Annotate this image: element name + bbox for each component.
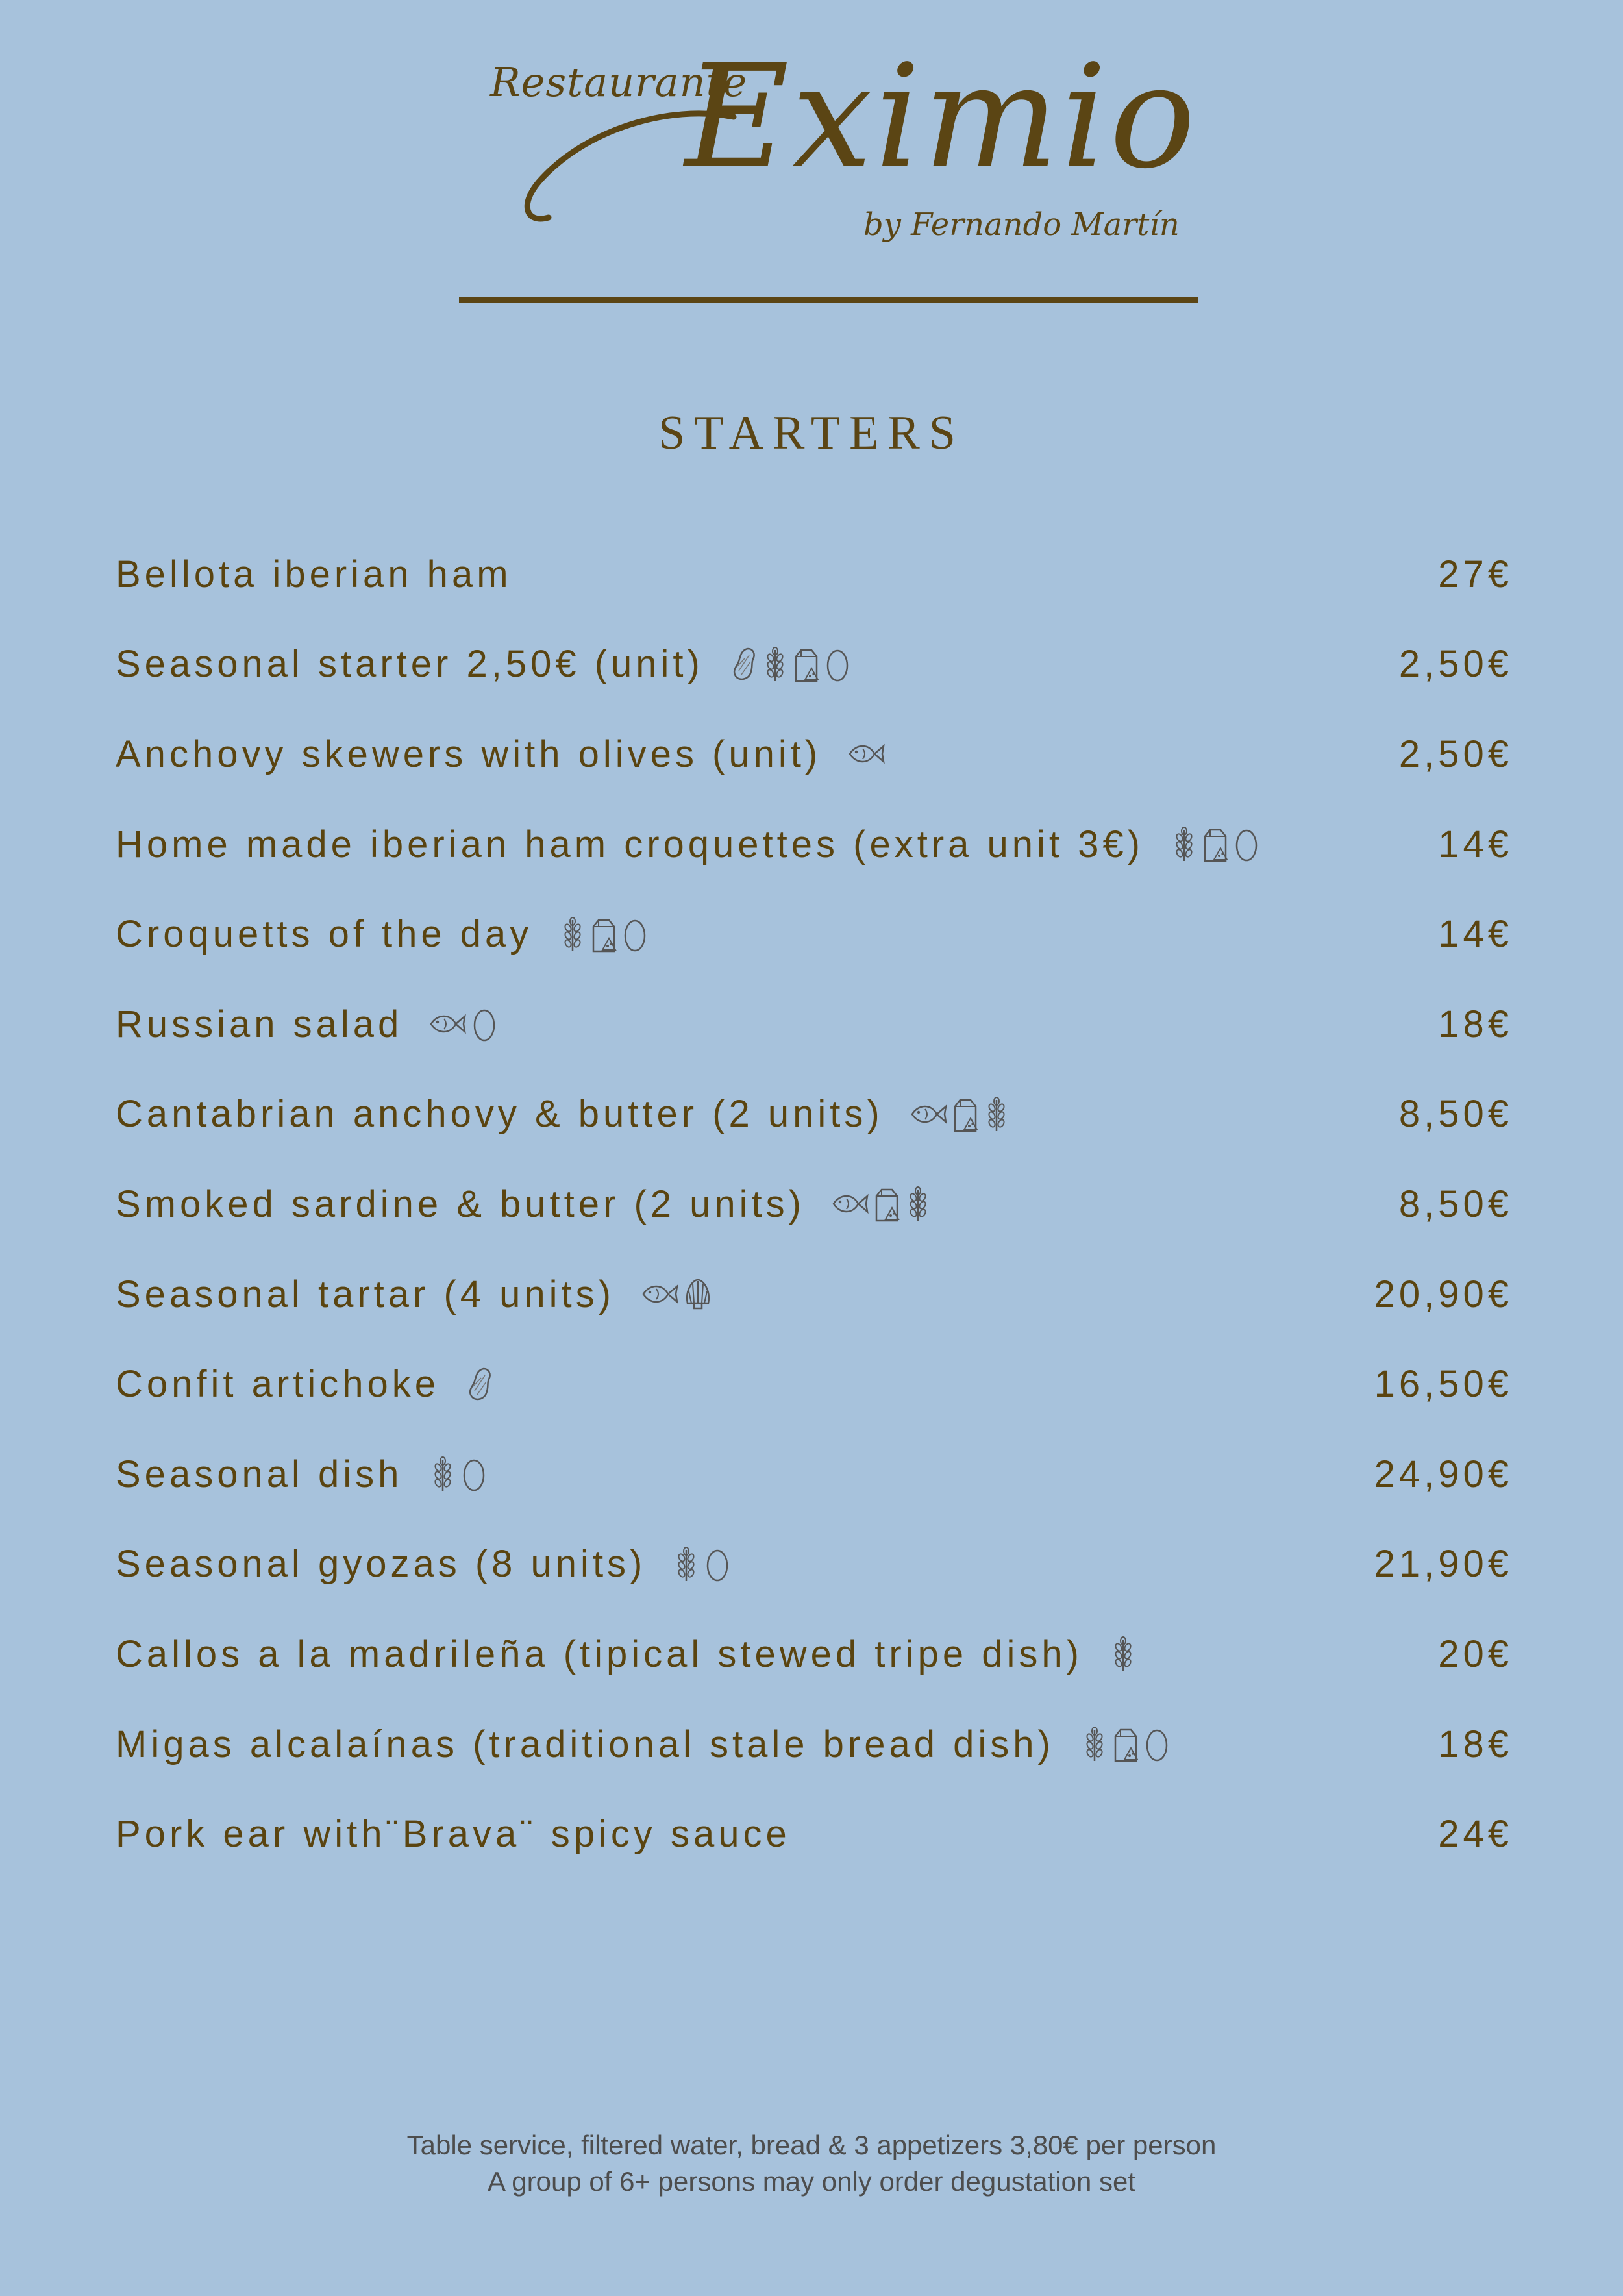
allergen-icons bbox=[1170, 825, 1261, 864]
menu-item-price: 16,50€ bbox=[1374, 1363, 1513, 1406]
menu-item bbox=[116, 529, 1513, 619]
menu-item-name: Cantabrian anchovy & butter (2 units) bbox=[116, 1093, 884, 1136]
allergen-icons bbox=[428, 1454, 488, 1493]
peanut-icon bbox=[465, 1365, 494, 1404]
allergen-icons bbox=[641, 1275, 711, 1314]
egg-icon bbox=[823, 645, 852, 684]
menu-item-price: 20€ bbox=[1438, 1632, 1513, 1675]
dairy-icon bbox=[589, 915, 618, 954]
wheat-icon bbox=[904, 1184, 932, 1223]
footer-line-1: Table service, filtered water, bread & 3 appetizers 3,80€ per person bbox=[406, 2130, 1217, 2160]
menu-item-name: Migas alcalaínas (traditional stale bread dish) bbox=[116, 1723, 1054, 1766]
menu-item-price: 24,90€ bbox=[1374, 1453, 1513, 1495]
fish-icon bbox=[910, 1095, 948, 1134]
peanut-icon bbox=[730, 645, 758, 684]
wheat-icon bbox=[1109, 1634, 1137, 1673]
header-divider bbox=[459, 297, 1198, 303]
menu-item bbox=[116, 1249, 1513, 1340]
menu-item bbox=[116, 799, 1513, 890]
menu-item bbox=[116, 1069, 1513, 1160]
fish-icon bbox=[847, 734, 886, 773]
egg-icon bbox=[470, 1004, 499, 1043]
menu-item-price: 20,90€ bbox=[1374, 1273, 1513, 1316]
fish-icon bbox=[641, 1275, 680, 1314]
menu-item-price: 14€ bbox=[1438, 913, 1513, 956]
dairy-icon bbox=[1201, 825, 1230, 864]
dairy-icon bbox=[792, 645, 821, 684]
logo-name: Eximio bbox=[685, 34, 1198, 200]
section-title: STARTERS bbox=[658, 406, 965, 460]
menu-item bbox=[116, 709, 1513, 799]
menu-item-price: 18€ bbox=[1438, 1003, 1513, 1045]
logo-prefix: Restaurante bbox=[490, 58, 748, 106]
menu-item-price: 21,90€ bbox=[1374, 1543, 1513, 1586]
menu-item bbox=[116, 1519, 1513, 1610]
menu-item bbox=[116, 1699, 1513, 1790]
wheat-icon bbox=[1080, 1725, 1109, 1764]
menu-item-name: Confit artichoke bbox=[116, 1363, 440, 1406]
allergen-icons bbox=[910, 1095, 1011, 1134]
menu-item bbox=[116, 979, 1513, 1069]
restaurant-logo bbox=[454, 34, 1208, 253]
menu-item-name: Callos a la madrileña (tipical stewed tripe dish) bbox=[116, 1632, 1083, 1675]
menu-item-name: Seasonal dish bbox=[116, 1453, 403, 1495]
menu-item-price: 18€ bbox=[1438, 1723, 1513, 1766]
menu-item-price: 2,50€ bbox=[1398, 732, 1513, 775]
wheat-icon bbox=[982, 1095, 1011, 1134]
allergen-icons bbox=[1109, 1634, 1137, 1673]
allergen-icons bbox=[730, 645, 852, 684]
menu-item-price: 2,50€ bbox=[1398, 643, 1513, 686]
menu-item bbox=[116, 1609, 1513, 1699]
menu-item-name: Pork ear with¨Brava¨ spicy sauce bbox=[116, 1813, 791, 1856]
menu-item-price: 14€ bbox=[1438, 823, 1513, 866]
allergen-icons bbox=[428, 1004, 499, 1043]
wheat-icon bbox=[428, 1454, 457, 1493]
wheat-icon bbox=[558, 915, 587, 954]
dairy-icon bbox=[873, 1184, 901, 1223]
fish-icon bbox=[428, 1004, 467, 1043]
wheat-icon bbox=[672, 1545, 700, 1584]
egg-icon bbox=[1232, 825, 1261, 864]
allergen-icons bbox=[465, 1365, 494, 1404]
menu-item-name: Russian salad bbox=[116, 1003, 403, 1045]
menu-item bbox=[116, 1339, 1513, 1429]
menu-item bbox=[116, 619, 1513, 710]
menu-item-price: 8,50€ bbox=[1398, 1093, 1513, 1136]
egg-icon bbox=[1143, 1725, 1171, 1764]
menu-item-name: Seasonal tartar (4 units) bbox=[116, 1273, 615, 1316]
wheat-icon bbox=[1170, 825, 1198, 864]
shellfish-icon bbox=[682, 1275, 711, 1314]
logo-byline: by Fernando Martín bbox=[863, 206, 1180, 243]
footer-line-2: A group of 6+ persons may only order degustation set bbox=[487, 2166, 1136, 2197]
allergen-icons bbox=[847, 734, 886, 773]
menu-item-price: 8,50€ bbox=[1398, 1182, 1513, 1225]
wheat-icon bbox=[761, 645, 789, 684]
menu-item bbox=[116, 889, 1513, 979]
egg-icon bbox=[703, 1545, 732, 1584]
allergen-icons bbox=[1080, 1725, 1171, 1764]
menu-list bbox=[116, 529, 1513, 1879]
menu-item-name: Home made iberian ham croquettes (extra unit 3€) bbox=[116, 823, 1144, 866]
dairy-icon bbox=[951, 1095, 980, 1134]
menu-item-name: Seasonal gyozas (8 units) bbox=[116, 1543, 647, 1586]
allergen-icons bbox=[672, 1545, 732, 1584]
egg-icon bbox=[460, 1454, 488, 1493]
menu-item-name: Bellota iberian ham bbox=[116, 553, 512, 595]
menu-item-name: Smoked sardine & butter (2 units) bbox=[116, 1182, 805, 1225]
menu-item bbox=[116, 1159, 1513, 1249]
menu-item-price: 27€ bbox=[1438, 553, 1513, 595]
footer-note bbox=[0, 2127, 1623, 2200]
menu-item bbox=[116, 1429, 1513, 1519]
allergen-icons bbox=[831, 1184, 932, 1223]
menu-item-name: Seasonal starter 2,50€ (unit) bbox=[116, 643, 704, 686]
dairy-icon bbox=[1111, 1725, 1140, 1764]
fish-icon bbox=[831, 1184, 870, 1223]
menu-item bbox=[116, 1789, 1513, 1879]
menu-item-name: Croquetts of the day bbox=[116, 913, 533, 956]
egg-icon bbox=[621, 915, 649, 954]
menu-item-name: Anchovy skewers with olives (unit) bbox=[116, 732, 822, 775]
menu-item-price: 24€ bbox=[1438, 1813, 1513, 1856]
allergen-icons bbox=[558, 915, 649, 954]
